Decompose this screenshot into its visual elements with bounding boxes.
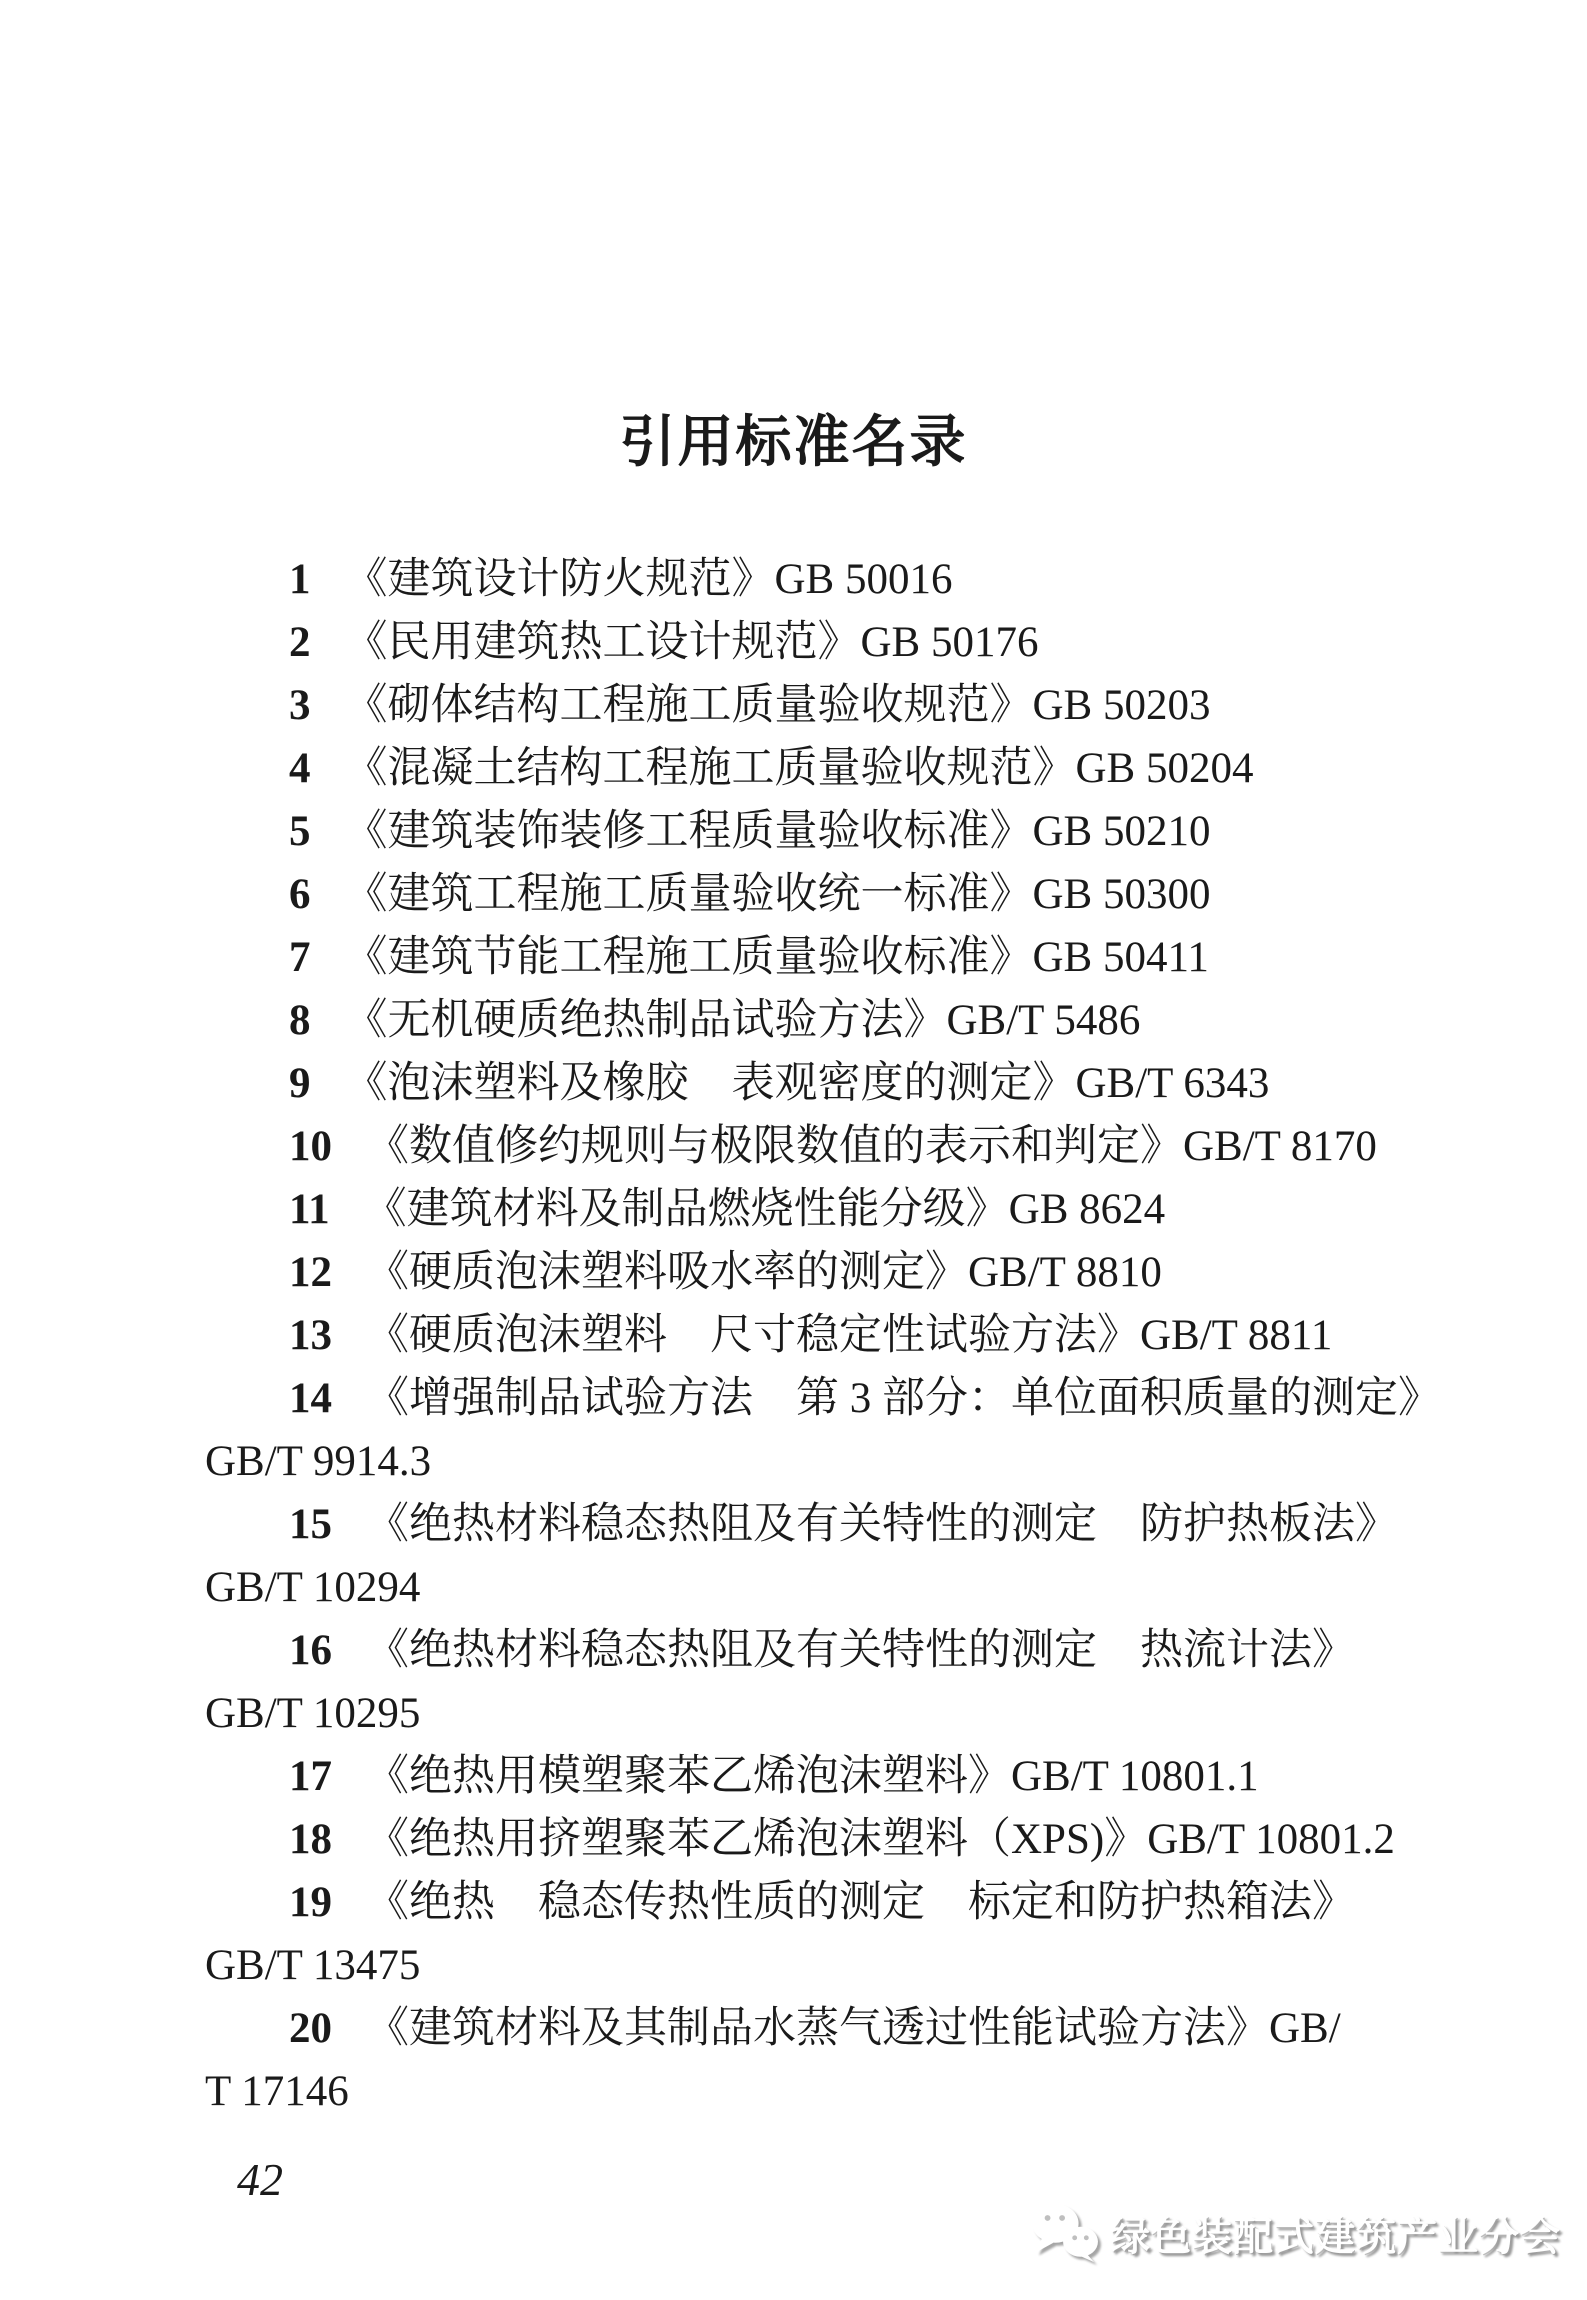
standard-number: 9: [289, 1060, 311, 1107]
standard-item: [205, 863, 1505, 926]
standard-item: [205, 1997, 1505, 2123]
standard-item-line: [205, 1304, 1505, 1367]
standard-number: 17: [289, 1753, 332, 1800]
standard-number: 18: [289, 1816, 332, 1863]
standard-number: 20: [289, 2005, 332, 2052]
standard-title: 《硬质泡沫塑料吸水率的测定》GB/T 8810: [366, 1249, 1162, 1296]
wechat-icon: [1030, 2202, 1100, 2264]
standard-continuation: GB/T 9914.3: [205, 1438, 432, 1485]
standard-item: [205, 1745, 1505, 1808]
standard-number: 7: [289, 934, 311, 981]
standard-item: [205, 1367, 1505, 1493]
standard-item-line: [205, 1178, 1505, 1241]
standard-item: [205, 989, 1505, 1052]
standard-item-line: [205, 674, 1505, 737]
standard-number: 13: [289, 1312, 332, 1359]
standard-item: [205, 1619, 1505, 1745]
page-number: 42: [237, 2154, 283, 2205]
standard-item: [205, 548, 1505, 611]
standard-number: 16: [289, 1627, 332, 1674]
standard-item: [205, 1808, 1505, 1871]
standard-item-line: [205, 1808, 1505, 1871]
standard-title: 《砌体结构工程施工质量验收规范》GB 50203: [344, 682, 1211, 729]
standard-item-line: [205, 926, 1505, 989]
standard-number: 14: [289, 1375, 332, 1422]
standard-item-line: [205, 1052, 1505, 1115]
standard-item: [205, 611, 1505, 674]
standard-item-line: [205, 548, 1505, 611]
standard-item: [205, 1052, 1505, 1115]
standard-item: [205, 926, 1505, 989]
standard-title: 《混凝土结构工程施工质量验收规范》GB 50204: [344, 745, 1254, 792]
brand-name: 绿色装配式建筑产业分会: [1110, 2214, 1561, 2259]
standard-title: 《建筑工程施工质量验收统一标准》GB 50300: [344, 871, 1211, 918]
standard-title: 《建筑材料及其制品水蒸气透过性能试验方法》GB/: [366, 2005, 1341, 2052]
standard-number: 2: [289, 619, 311, 666]
standard-number: 12: [289, 1249, 332, 1296]
standard-number: 19: [289, 1879, 332, 1926]
standard-number: 11: [289, 1186, 330, 1233]
standard-number: 6: [289, 871, 311, 918]
standard-title: 《建筑装饰装修工程质量验收标准》GB 50210: [344, 808, 1211, 855]
standard-title: 《建筑材料及制品燃烧性能分级》GB 8624: [363, 1186, 1166, 1233]
standard-item: [205, 1241, 1505, 1304]
standard-item: [205, 1304, 1505, 1367]
standard-title: 《绝热用模塑聚苯乙烯泡沫塑料》GB/T 10801.1: [366, 1753, 1259, 1800]
standard-number: 5: [289, 808, 311, 855]
standard-item-line: [205, 863, 1505, 926]
standard-number: 15: [289, 1501, 332, 1548]
standard-number: 1: [289, 556, 311, 603]
standard-item-line: [205, 800, 1505, 863]
standards-list: [205, 548, 1505, 2123]
standard-item-line: [205, 1493, 1505, 1556]
standard-title: 《建筑节能工程施工质量验收标准》GB 50411: [344, 934, 1209, 981]
standard-item: [205, 737, 1505, 800]
standard-title: 《硬质泡沫塑料 尺寸稳定性试验方法》GB/T 8811: [366, 1312, 1333, 1359]
standard-continuation: GB/T 10295: [205, 1690, 421, 1737]
standard-title: 《数值修约规则与极限数值的表示和判定》GB/T 8170: [366, 1123, 1377, 1170]
standard-item: [205, 1178, 1505, 1241]
standard-item: [205, 1871, 1505, 1997]
standard-item-line: [205, 989, 1505, 1052]
standard-item: [205, 800, 1505, 863]
standard-continuation: GB/T 10294: [205, 1564, 421, 1611]
standard-item-line: [205, 611, 1505, 674]
standard-item-line: [205, 737, 1505, 800]
standard-title: 《民用建筑热工设计规范》GB 50176: [344, 619, 1039, 666]
standard-item-line: [205, 1997, 1505, 2060]
standard-title: 《绝热材料稳态热阻及有关特性的测定 防护热板法》: [366, 1501, 1398, 1548]
standard-number: 3: [289, 682, 311, 729]
standard-number: 10: [289, 1123, 332, 1170]
standard-title: 《绝热用挤塑聚苯乙烯泡沫塑料（XPS)》GB/T 10801.2: [366, 1816, 1395, 1863]
standard-item-line: [205, 1871, 1505, 1934]
standard-continuation: GB/T 13475: [205, 1942, 421, 1989]
standard-title: 《泡沫塑料及橡胶 表观密度的测定》GB/T 6343: [344, 1060, 1270, 1107]
standard-title: 《绝热 稳态传热性质的测定 标定和防护热箱法》: [366, 1879, 1355, 1926]
standard-item-line: [205, 1241, 1505, 1304]
standard-title: 《建筑设计防火规范》GB 50016: [344, 556, 953, 603]
standard-item: [205, 674, 1505, 737]
standard-title: 《无机硬质绝热制品试验方法》GB/T 5486: [344, 997, 1141, 1044]
standard-item-line: [205, 1619, 1505, 1682]
standard-item-line: [205, 1115, 1505, 1178]
standard-continuation: T 17146: [205, 2068, 349, 2115]
standard-item: [205, 1493, 1505, 1619]
standard-title: 《增强制品试验方法 第 3 部分：单位面积质量的测定》: [366, 1375, 1441, 1422]
page-title: 引用标准名录: [619, 412, 968, 474]
standard-title: 《绝热材料稳态热阻及有关特性的测定 热流计法》: [366, 1627, 1355, 1674]
footer-watermark: [1030, 2200, 1561, 2266]
standard-item: [205, 1115, 1505, 1178]
standard-item-line: [205, 1745, 1505, 1808]
standard-item-line: [205, 1367, 1505, 1430]
standard-number: 8: [289, 997, 311, 1044]
standard-number: 4: [289, 745, 311, 792]
